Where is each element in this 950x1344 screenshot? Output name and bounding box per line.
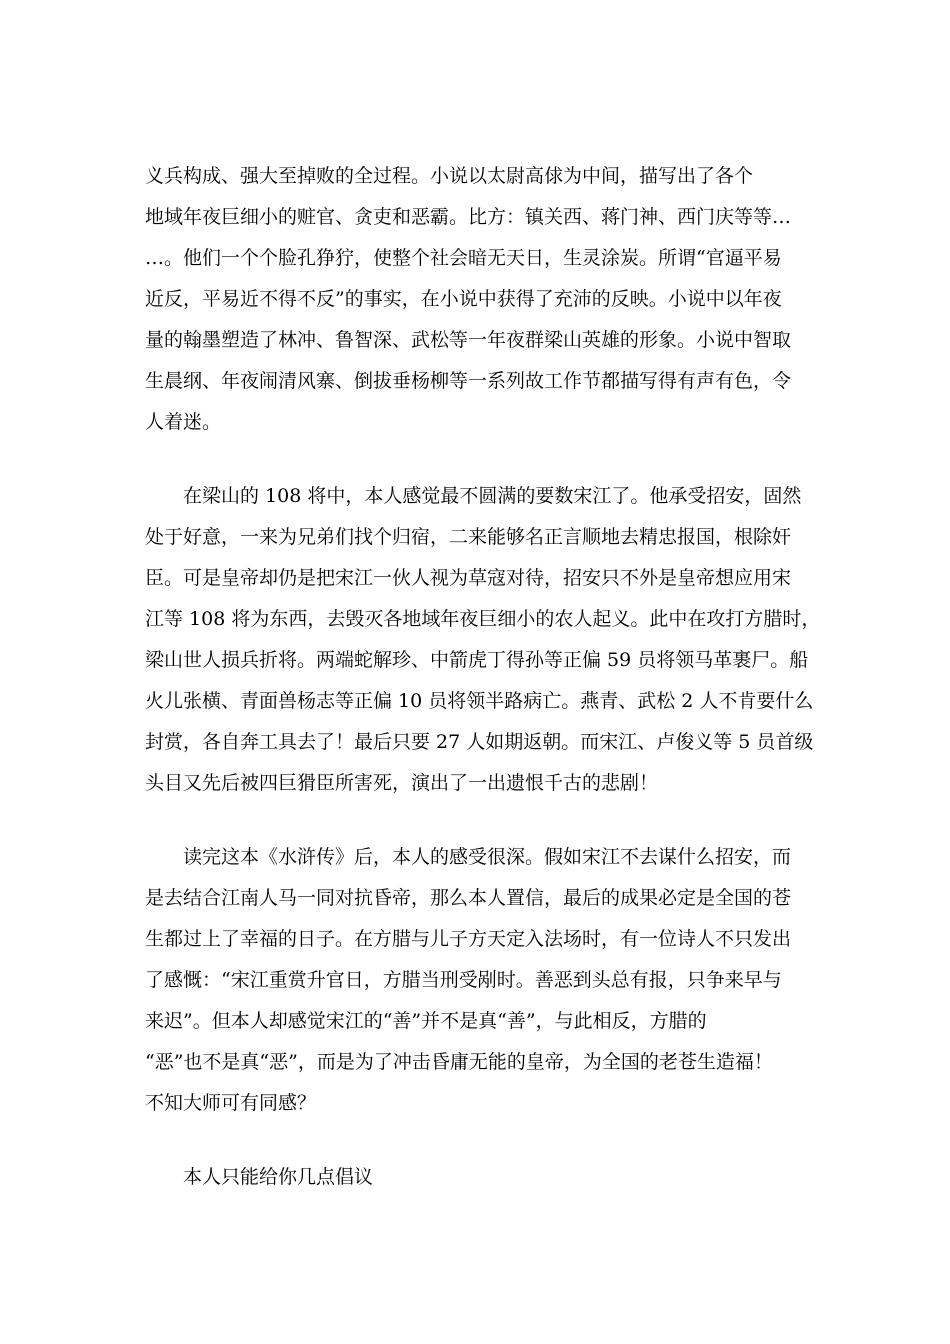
text-line: “恶”也不是真“恶”，而是为了冲击昏庸无能的皇帝，为全国的老苍生造福！ xyxy=(145,1051,773,1073)
text-line: 臣。可是皇帝却仍是把宋江一伙人视为草寇对待，招安只不外是皇帝想应用宋 xyxy=(145,567,792,589)
paragraph-4 xyxy=(145,1157,805,1198)
text-line: 地域年夜巨细小的赃官、贪吏和恶霸。比方：镇关西、蒋门神、西门庆等等… xyxy=(145,206,792,228)
document-body xyxy=(145,156,821,1198)
text-line: 本人只能给你几点倡议 xyxy=(183,1166,374,1188)
text-line: 义兵构成、强大至掉败的全过程。小说以太尉高俅为中间，描写出了各个 xyxy=(145,165,754,187)
text-line: 人着迷。 xyxy=(145,411,222,433)
paragraph-1 xyxy=(145,156,805,443)
text-line: 了感慨：“宋江重赏升官日，方腊当刑受剐时。善恶到头总有报，只争来早与 xyxy=(145,969,782,991)
text-line: 读完这本《水浒传》后，本人的感受很深。假如宋江不去谋什么招安，而 xyxy=(183,846,792,868)
text-line: 不知大师可有同感？ xyxy=(145,1092,317,1114)
text-line: 生晨纲、年夜闹清风寨、倒拔垂杨柳等一系列故工作节都描写得有声有色，令 xyxy=(145,370,792,392)
text-line: 封赏，各自奔工具去了！最后只要 27 人如期返朝。而宋江、卢俊义等 5 员首级 xyxy=(145,731,814,753)
text-line: 在梁山的 108 将中，本人感觉最不圆满的要数宋江了。他承受招安，固然 xyxy=(183,485,802,507)
paragraph-spacer xyxy=(145,804,805,837)
text-line: 生都过上了幸福的日子。在方腊与儿子方天定入法场时，有一位诗人不只发出 xyxy=(145,928,792,950)
text-line: 来迟”。但本人却感觉宋江的“善”并不是真“善”，与此相反，方腊的 xyxy=(145,1010,707,1032)
text-line: 处于好意，一来为兄弟们找个归宿，二来能够名正言顺地去精忠报国，根除奸 xyxy=(145,526,792,548)
text-line: 头目又先后被四巨猾臣所害死，演出了一出遗恨千古的悲剧！ xyxy=(145,772,659,794)
text-line: 江等 108 将为东西，去毁灭各地域年夜巨细小的农人起义。此中在攻打方腊时， xyxy=(145,608,821,630)
paragraph-spacer xyxy=(145,443,805,476)
text-line: 火儿张横、青面兽杨志等正偏 10 员将领半路病亡。燕青、武松 2 人不肯要什么 xyxy=(145,690,814,712)
paragraph-spacer xyxy=(145,1124,805,1157)
text-line: …。他们一个个脸孔狰狞，使整个社会暗无天日，生灵涂炭。所谓“官逼平易 xyxy=(145,247,782,269)
text-line: 是去结合江南人马一同对抗昏帝，那么本人置信，最后的成果必定是全国的苍 xyxy=(145,887,792,909)
paragraph-2 xyxy=(145,476,821,804)
text-line: 梁山世人损兵折将。两端蛇解珍、中箭虎丁得孙等正偏 59 员将领马革裹尸。船 xyxy=(145,649,809,671)
paragraph-3 xyxy=(145,837,805,1124)
text-line: 量的翰墨塑造了林冲、鲁智深、武松等一年夜群梁山英雄的形象。小说中智取 xyxy=(145,329,792,351)
text-line: 近反，平易近不得不反”的事实，在小说中获得了充沛的反映。小说中以年夜 xyxy=(145,288,782,310)
